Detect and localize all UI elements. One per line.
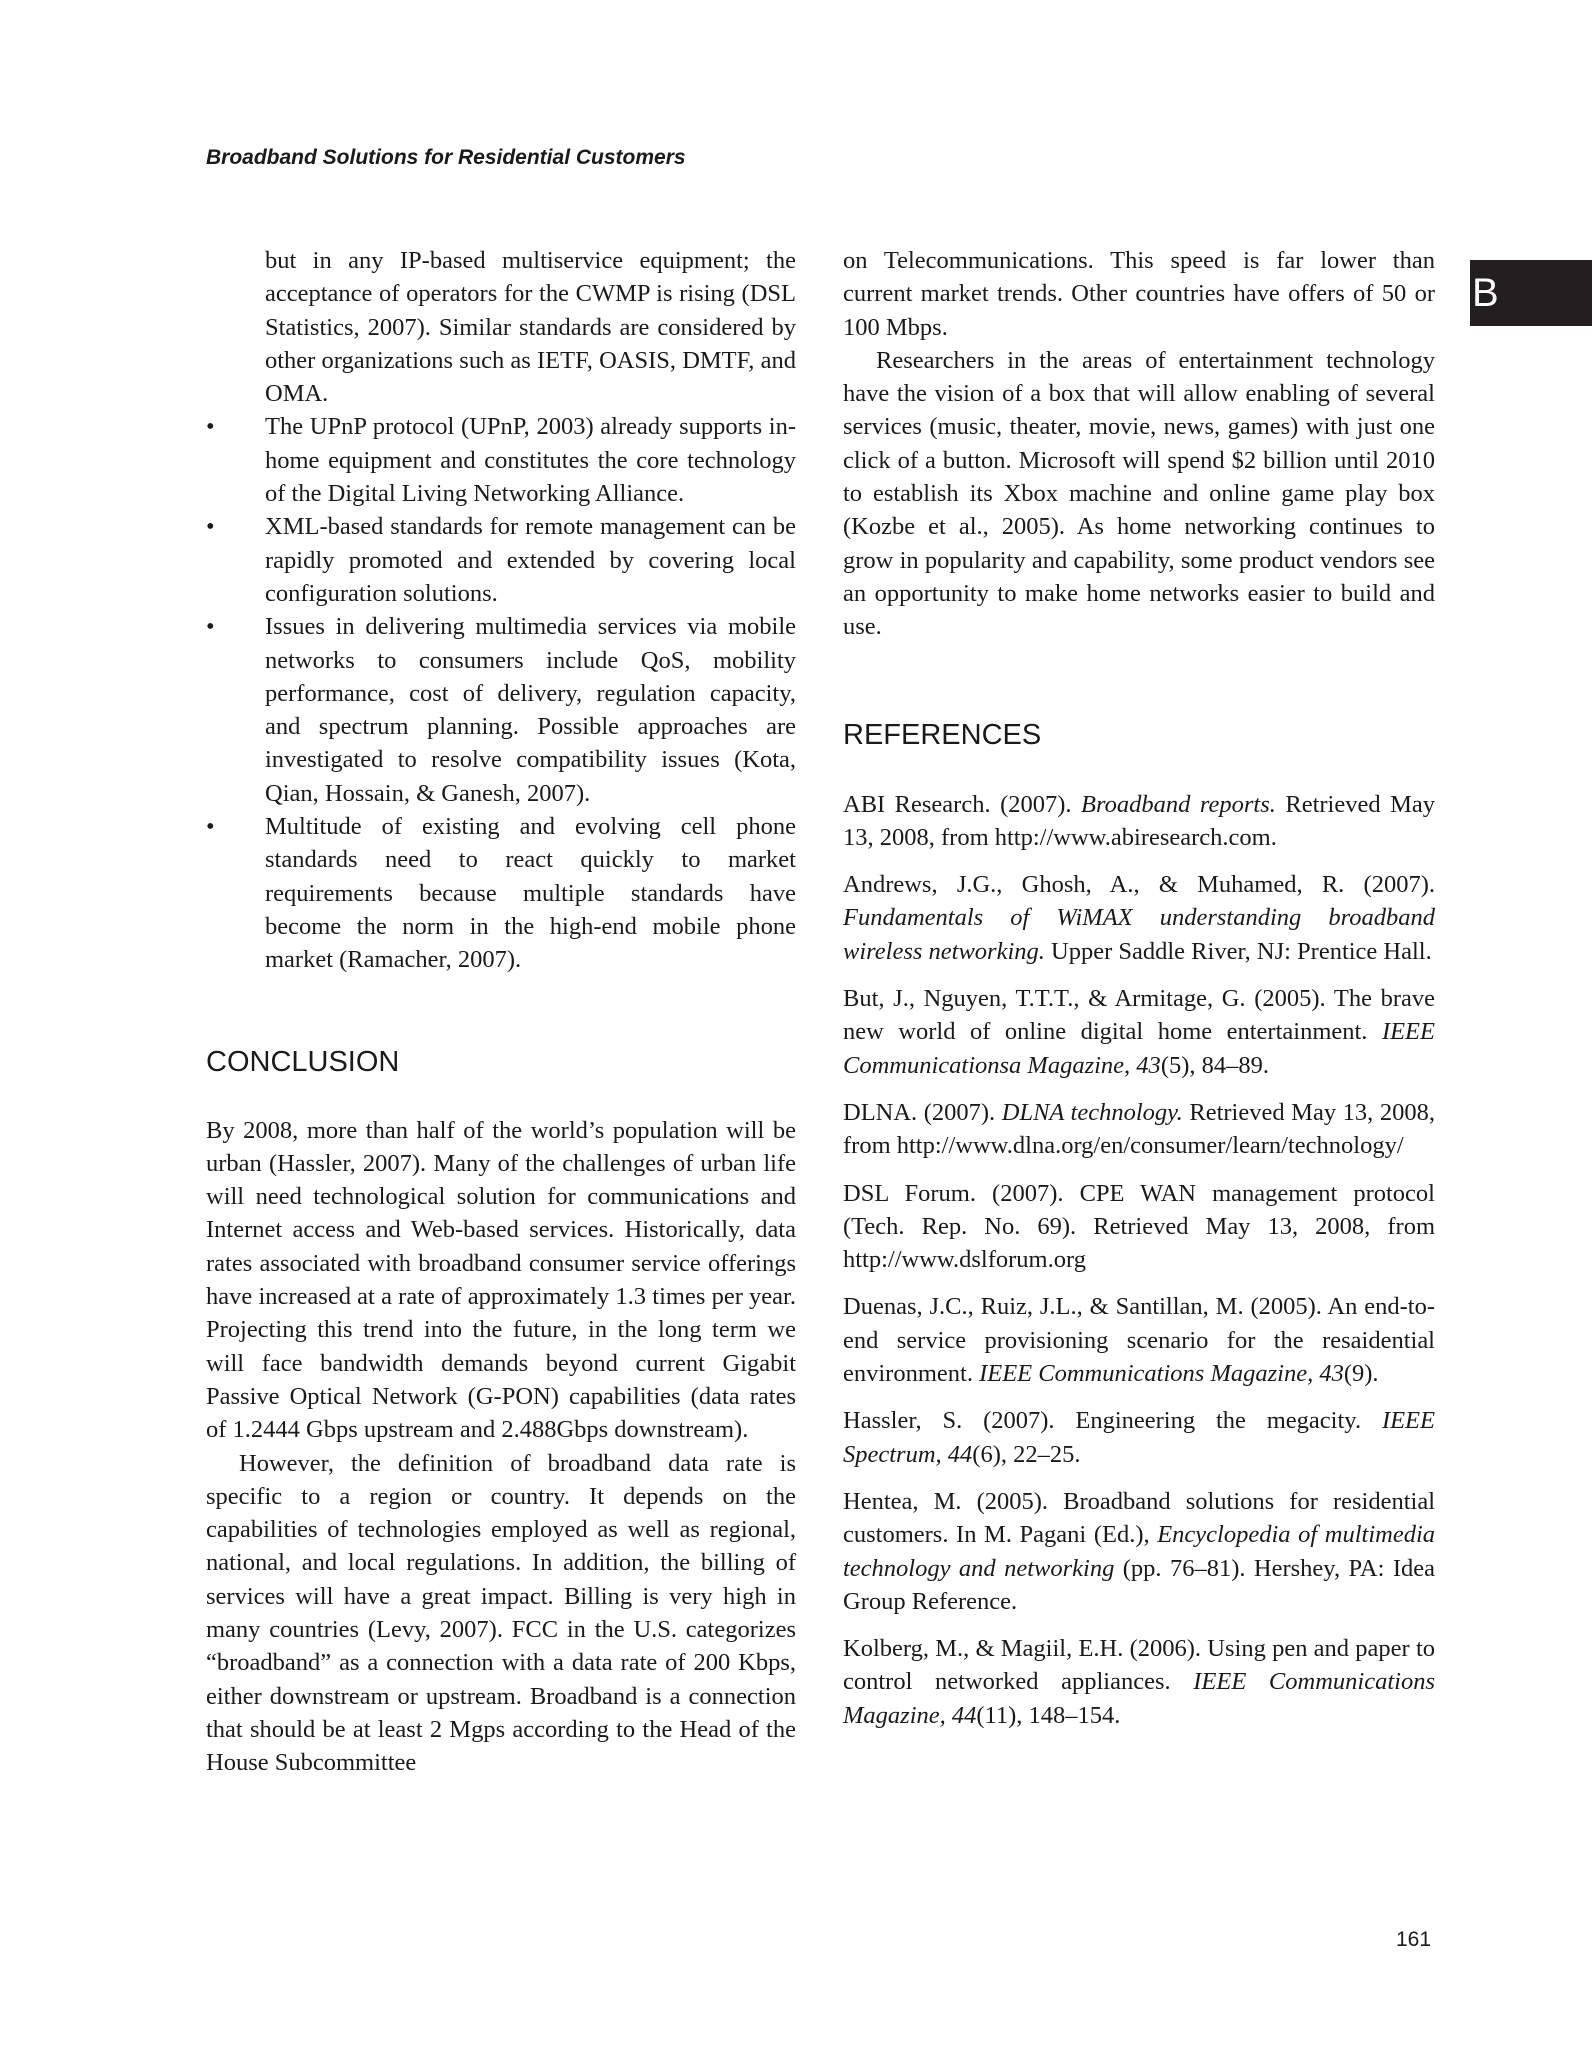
reference-item	[843, 868, 1435, 968]
bullet-icon: •	[206, 613, 215, 641]
reference-title: Encyclopedia of multimedia technology and networking	[843, 1521, 1436, 1582]
reference-title: IEEE Communicationsa Magazine, 43	[843, 1018, 1435, 1079]
reference-text: Kolberg, M., & Magiil, E.H. (2006). Using pen and paper to control networked appliances.	[843, 1635, 1435, 1696]
reference-item	[843, 1632, 1435, 1732]
bullet-icon: •	[206, 513, 215, 541]
reference-text: ABI Research. (2007).	[843, 790, 1082, 818]
page-number: 161	[1396, 1928, 1432, 1951]
reference-text: But, J., Nguyen, T.T.T., & Armitage, G. (2005). The brave new world of online digital home entertainment.	[843, 985, 1435, 1046]
reference-text: Hentea, M. (2005). Broadband solutions for residential customers. In M. Pagani (Ed.),	[843, 1487, 1435, 1549]
right-column	[843, 244, 1435, 1746]
reference-item	[843, 1290, 1435, 1390]
list-item	[206, 810, 796, 976]
reference-title: IEEE Spectrum, 44	[843, 1407, 1435, 1468]
intro-continuation: but in any IP-based multiservice equipment; the acceptance of operators for the CWMP is rising (DSL Statistics, 2007). Similar standards are considered by other organizations such as IETF, OASIS, DMTF, and OMA.	[265, 247, 796, 408]
bullet-icon: •	[206, 413, 215, 441]
right-paragraph-2: Researchers in the areas of entertainment technology have the vision of a box that will allow enabling of several services (music, theater, movie, news, games) with just one click of a button. Microsoft will spend $2 billion until 2010 to establish its Xbox machine and online game play box (Kozbe et al., 2005). As home networking continues to grow in popularity and capability, some product vendors see an opportunity to make home networks easier to build and use.	[843, 346, 1435, 641]
reference-text: Retrieved May 13, 2008, from http://www.abiresearch.com.	[843, 790, 1436, 851]
list-item-text: Issues in delivering multimedia services via mobile networks to consumers include QoS, mobility performance, cost of delivery, regulation capacity, and spectrum planning. Possible approaches are investigated to resolve compatibility issues (Kota, Qian, Hossain, & Ganesh, 2007).	[265, 613, 796, 807]
bullet-list	[206, 410, 796, 976]
references-heading: REFERENCES	[843, 718, 1042, 751]
list-item	[206, 610, 796, 810]
reference-item	[843, 1177, 1435, 1277]
reference-text: Hassler, S. (2007). Engineering the megacity.	[843, 1407, 1382, 1435]
list-item-text: XML-based standards for remote management can be rapidly promoted and extended by covering local configuration solutions.	[265, 513, 796, 607]
reference-text: (pp. 76–81). Hershey, PA: Idea Group Reference.	[843, 1554, 1435, 1615]
left-column	[206, 244, 796, 1779]
reference-item	[843, 1404, 1435, 1471]
section-tab	[1470, 260, 1592, 326]
list-item-text: Multitude of existing and evolving cell phone standards need to react quickly to market requirements because multiple standards have become the norm in the high-end mobile phone market (Ramacher, 2007).	[265, 813, 796, 974]
reference-text: (5), 84–89.	[1160, 1051, 1270, 1079]
reference-text: (11), 148–154.	[976, 1701, 1121, 1729]
reference-title: Broadband reports.	[1081, 790, 1276, 818]
right-continuation: on Telecommunications. This speed is far lower than current market trends. Other countries have offers of 50 or 100 Mbps.	[843, 247, 1435, 341]
reference-item	[843, 1485, 1435, 1618]
conclusion-paragraph-2: However, the definition of broadband data rate is specific to a region or country. It depends on the capabilities of technologies employed as well as regional, national, and local regulations. In addition, the billing of services will have a great impact. Billing is very high in many countries (Levy, 2007). FCC in the U.S. categorizes “broadband” as a connection with a data rate of 200 Kbps, either downstream or upstream. Broadband is a connection that should be at least 2 Mgps according to the Head of the House Subcommittee	[206, 1449, 796, 1777]
reference-text: Retrieved May 13, 2008, from http://www.dlna.org/en/consumer/learn/technology/	[843, 1098, 1435, 1160]
bullet-icon: •	[206, 813, 215, 841]
reference-text: (9).	[1343, 1360, 1379, 1388]
reference-item	[843, 982, 1435, 1082]
reference-list	[843, 788, 1435, 1732]
list-item	[206, 510, 796, 610]
conclusion-paragraph-1: By 2008, more than half of the world’s population will be urban (Hassler, 2007). Many of the challenges of urban life will need technological solution for communications and Internet access and Web-based services. Historically, data rates associated with broadband consumer service offerings have increased at a rate of approximately 1.3 times per year. Projecting this trend into the future, in the long term we will face bandwidth demands beyond current Gigabit Passive Optical Network (G-PON) capabilities (data rates of 1.2444 Gbps upstream and 2.488Gbps downstream).	[206, 1116, 796, 1444]
list-item-text: The UPnP protocol (UPnP, 2003) already supports in-home equipment and constitutes the core technology of the Digital Living Networking Alliance.	[265, 413, 796, 508]
list-item	[206, 410, 796, 510]
section-tab-letter: B	[1472, 270, 1499, 315]
reference-text: Upper Saddle River, NJ: Prentice Hall.	[1044, 937, 1432, 965]
reference-text: (6), 22–25.	[972, 1440, 1081, 1468]
reference-text: DSL Forum. (2007). CPE WAN management protocol (Tech. Rep. No. 69). Retrieved May 13, 2008, from http://www.dslforum.org	[843, 1179, 1435, 1274]
reference-title: IEEE Communications Magazine, 43	[979, 1360, 1344, 1388]
running-head: Broadband Solutions for Residential Customers	[206, 146, 686, 169]
reference-text: DLNA. (2007).	[843, 1098, 1002, 1126]
reference-text: Andrews, J.G., Ghosh, A., & Muhamed, R. (2007).	[843, 871, 1435, 899]
conclusion-heading: CONCLUSION	[206, 1045, 400, 1078]
reference-title: IEEE Communications Magazine, 44	[843, 1668, 1435, 1729]
reference-text: Duenas, J.C., Ruiz, J.L., & Santillan, M. (2005). An end-to-end service provisioning scenario for the resaidential environment.	[843, 1293, 1435, 1388]
reference-title: Fundamentals of WiMAX understanding broadband wireless networking.	[843, 904, 1435, 965]
reference-title: DLNA technology.	[1001, 1098, 1183, 1126]
reference-item	[843, 1096, 1435, 1163]
reference-item	[843, 788, 1435, 855]
